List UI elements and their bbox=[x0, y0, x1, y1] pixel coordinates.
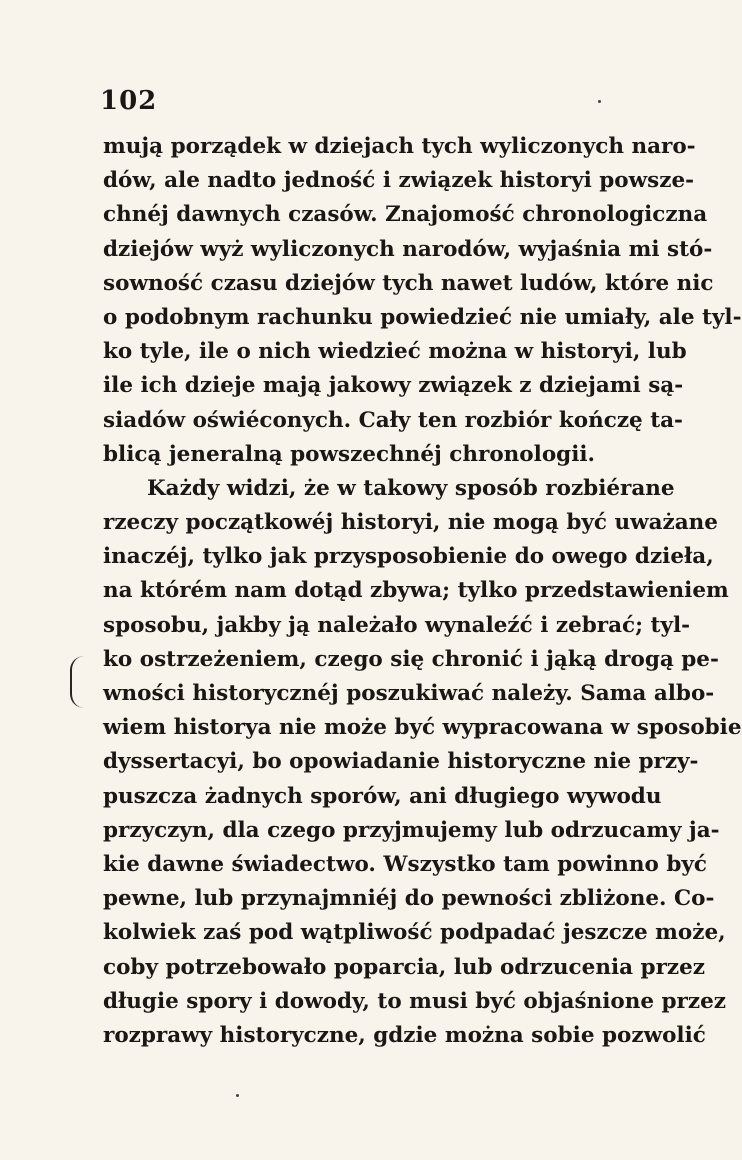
ink-speck bbox=[598, 100, 601, 103]
text-line: mują porządek w dziejach tych wyliczonych naro- bbox=[103, 134, 696, 159]
text-line: wiem historya nie może być wypracowana w sposobie bbox=[103, 715, 742, 741]
text-line: ko tyle, ile o nich wiedzieć można w historyi, lub bbox=[103, 339, 687, 365]
text-line: sposobu, jakby ją należało wynaleźć i zebrać; tyl- bbox=[103, 612, 691, 638]
text-line: Każdy widzi, że w takowy sposób rozbiérane bbox=[147, 475, 675, 501]
text-line: kie dawne świadectwo. Wszystko tam powinno być bbox=[103, 851, 707, 877]
text-line: coby potrzebowało poparcia, lub odrzucenia przez bbox=[103, 954, 705, 980]
text-line: ko ostrzeżeniem, czego się chronić i jąką drogą pe- bbox=[103, 646, 719, 672]
text-line: dyssertacyi, bo opowiadanie historyczne nie przy- bbox=[103, 749, 699, 775]
body-text bbox=[103, 130, 742, 1053]
text-line: na którém nam dotąd zbywa; tylko przedstawieniem bbox=[103, 578, 729, 604]
text-line: o podobnym rachunku powiedzieć nie umiały, ale tyl- bbox=[103, 304, 742, 330]
text-line: blicą jeneralną powszechnéj chronologii. bbox=[103, 441, 596, 467]
text-line: siadów oświéconych. Cały ten rozbiór kończę ta- bbox=[103, 407, 683, 433]
text-line: długie spory i dowody, to musi być objaśnione przez bbox=[103, 988, 726, 1014]
text-line: sowność czasu dziejów tych nawet ludów, które nic bbox=[103, 270, 714, 296]
page-number: 102 bbox=[100, 86, 158, 116]
text-line: przyczyn, dla czego przyjmujemy lub odrzucamy ja- bbox=[103, 817, 720, 843]
text-line: pewne, lub przynajmniéj do pewności zbliżone. Co- bbox=[103, 886, 715, 912]
margin-bracket-mark bbox=[70, 656, 84, 708]
text-line: inaczéj, tylko jak przysposobienie do owego dzieła, bbox=[103, 544, 714, 570]
text-line: rzeczy początkowéj historyi, nie mogą być uważane bbox=[103, 510, 718, 536]
text-line: kolwiek zaś pod wątpliwość podpadać jeszcze może, bbox=[103, 920, 726, 946]
text-line: rozprawy historyczne, gdzie można sobie pozwolić bbox=[103, 1022, 706, 1048]
ink-speck bbox=[236, 1094, 239, 1097]
text-line: dziejów wyż wyliczonych narodów, wyjaśnia mi stó- bbox=[103, 236, 713, 262]
text-line: wności historycznéj poszukiwać należy. Sama albo- bbox=[103, 681, 715, 706]
text-line: puszcza żadnych sporów, ani długiego wywodu bbox=[103, 783, 662, 809]
text-line: dów, ale nadto jedność i związek historyi powsze- bbox=[103, 168, 695, 194]
text-line: ile ich dzieje mają jakowy związek z dziejami są- bbox=[103, 373, 684, 399]
text-line: chnéj dawnych czasów. Znajomość chronologiczna bbox=[103, 202, 708, 228]
